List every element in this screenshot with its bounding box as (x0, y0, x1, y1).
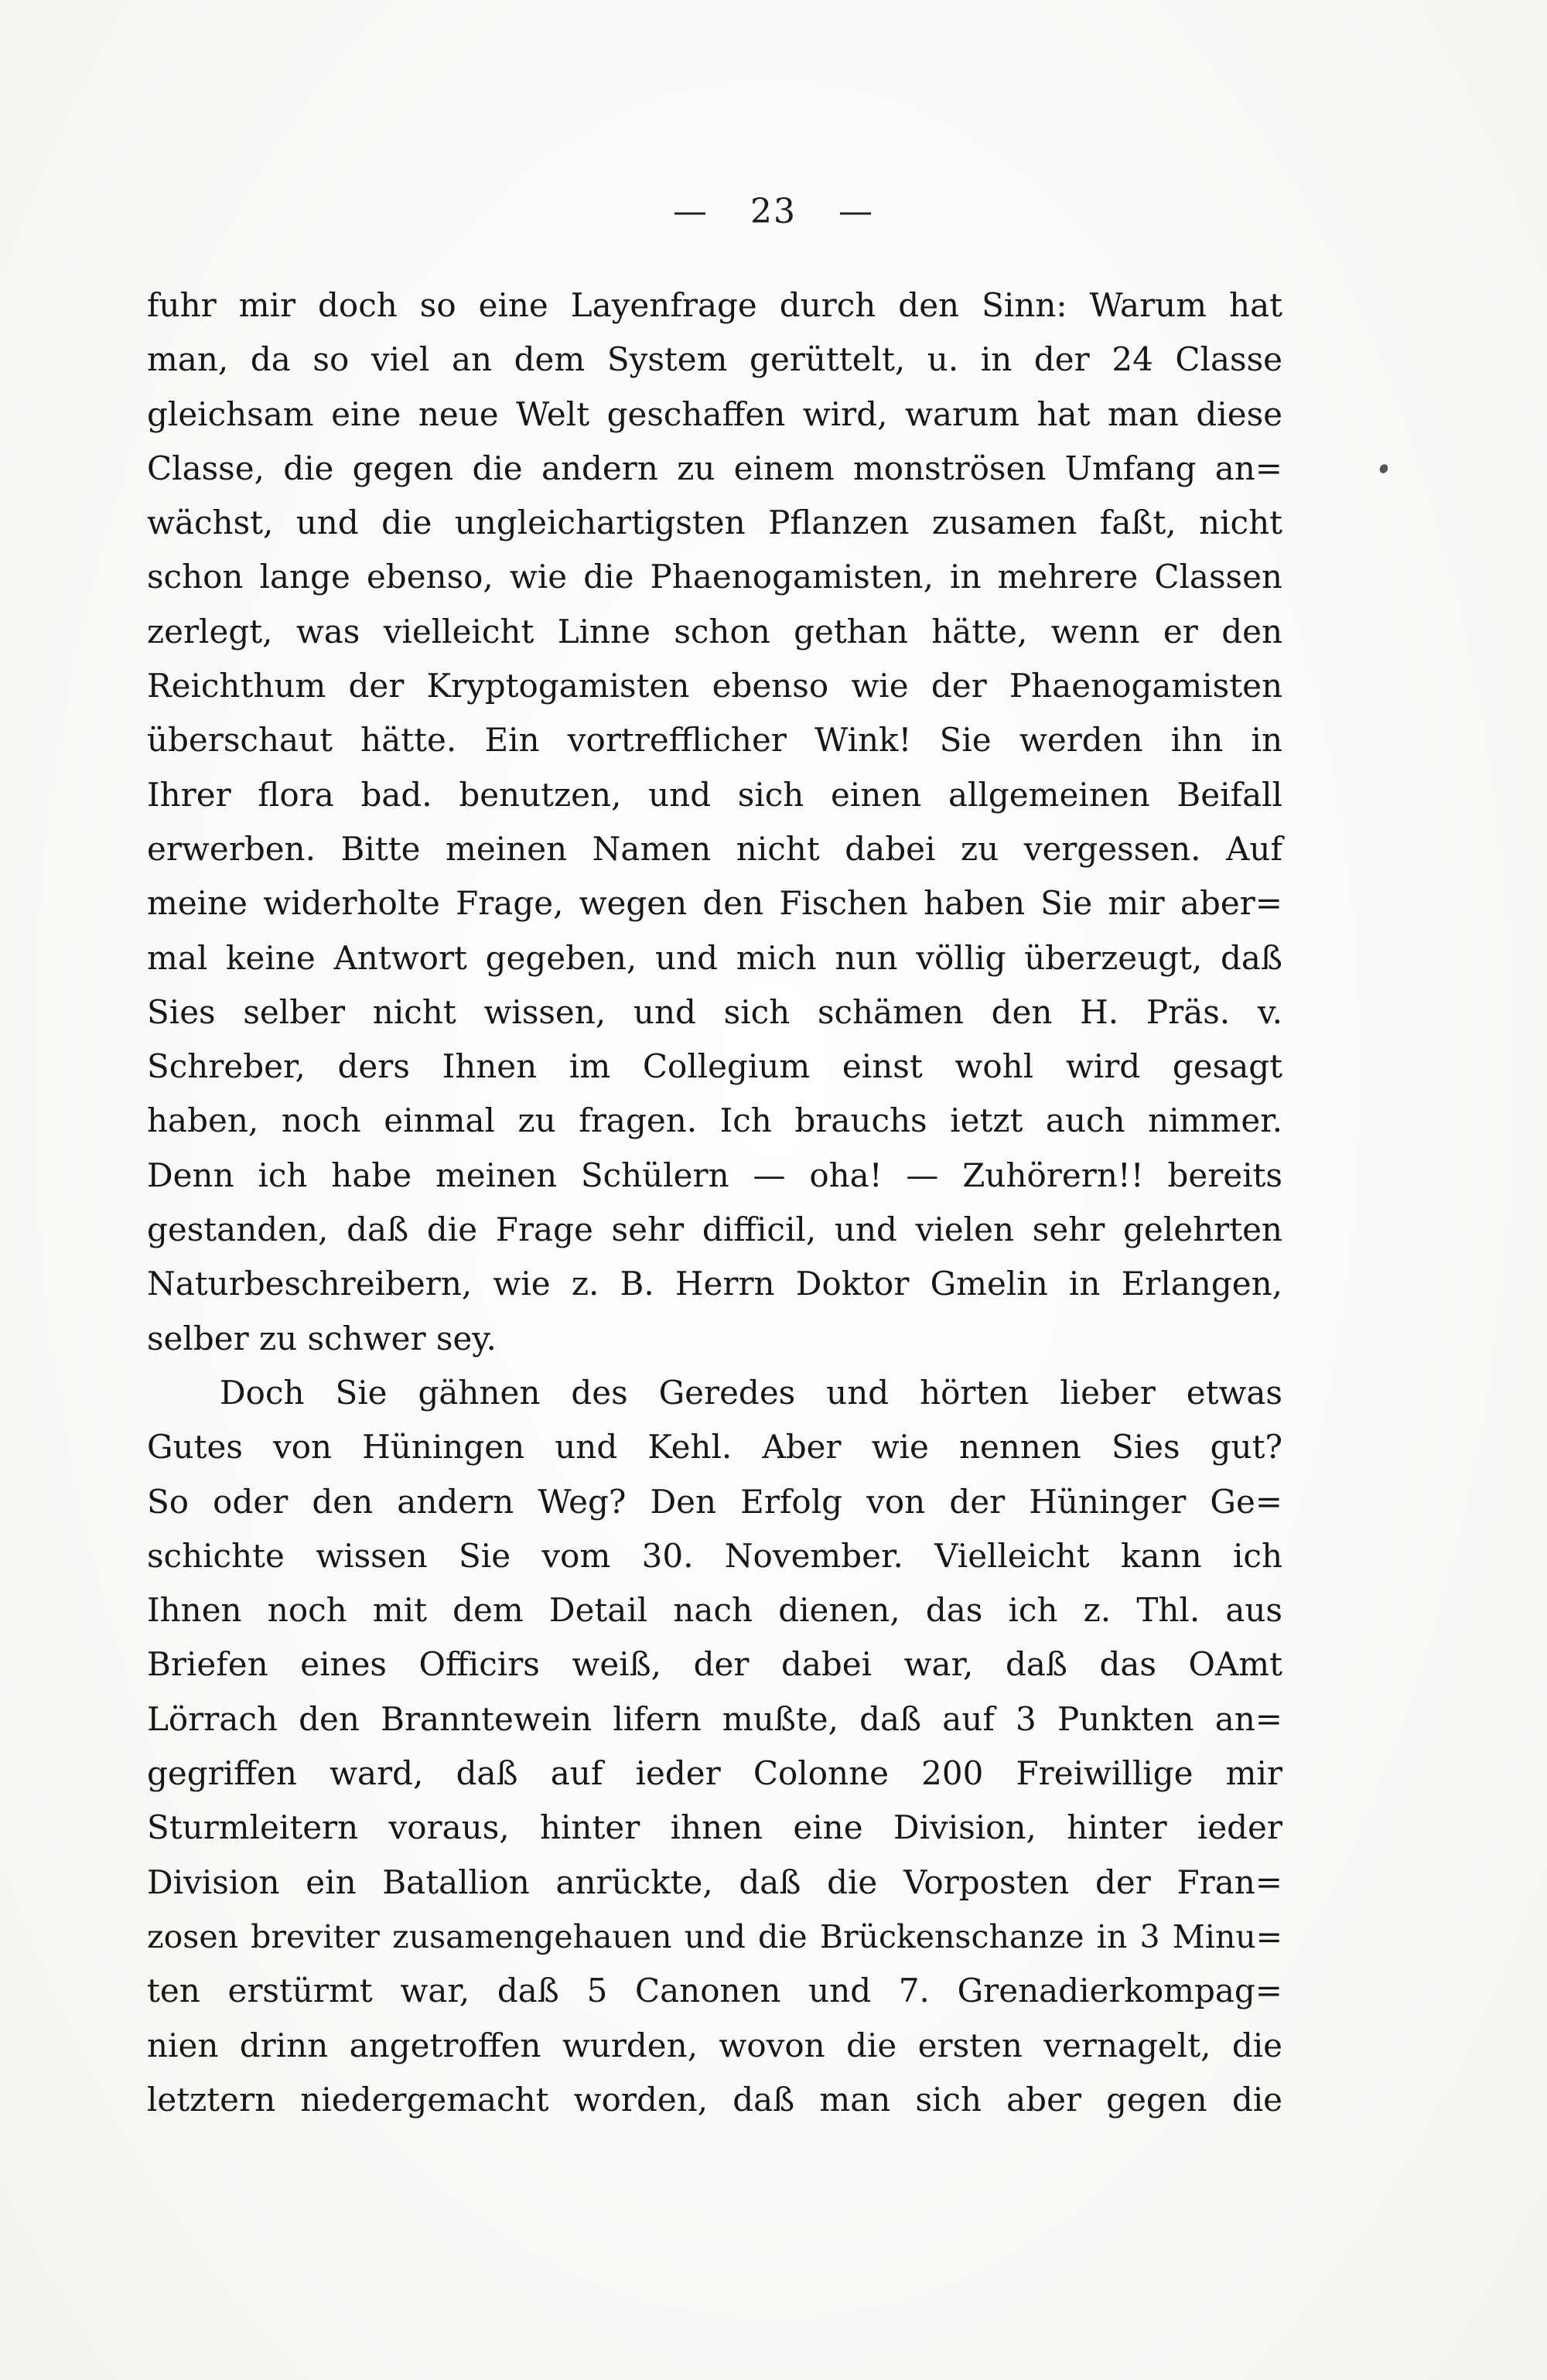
text-line: fuhr mir doch so eine Layenfrage durch den Sinn: Warum hat (147, 286, 1282, 324)
text-line: erwerben. Bitte meinen Namen nicht dabei zu vergessen. Auf (147, 829, 1282, 868)
header-dash-left: — (673, 192, 709, 231)
text-line: So oder den andern Weg? Den Erfolg von der Hüninger Ge= (147, 1482, 1282, 1521)
text-line: Briefen eines Officirs weiß, der dabei war, daß das OAmt (147, 1645, 1282, 1684)
text-line: zosen breviter zusamengehauen und die Brückenschanze in 3 Minu= (147, 1917, 1282, 1955)
text-line: Division ein Batallion anrückte, daß die Vorposten der Fran= (147, 1863, 1282, 1901)
text-line: Reichthum der Kryptogamisten ebenso wie der Phaenogamisten (147, 667, 1282, 705)
text-line: Ihrer flora bad. benutzen, und sich einen allgemeinen Beifall (147, 775, 1282, 814)
text-line: gleichsam eine neue Welt geschaffen wird, warum hat man diese (147, 394, 1282, 433)
text-line: gegriffen ward, daß auf ieder Colonne 200 Freiwillige mir (147, 1754, 1282, 1793)
text-line: man, da so viel an dem System gerüttelt, u. in der 24 Classe (147, 340, 1282, 379)
text-line: Ihnen noch mit dem Detail nach dienen, das ich z. Thl. aus (147, 1591, 1282, 1630)
text-line: letztern niedergemacht worden, daß man sich aber gegen die (147, 2080, 1282, 2119)
paragraph-end-line: selber zu schwer sey. (147, 1319, 497, 1357)
text-line: haben, noch einmal zu fragen. Ich brauchs ietzt auch nimmer. (147, 1101, 1282, 1140)
header-dash-right: — (838, 192, 874, 231)
body-text (147, 278, 1282, 2127)
text-line: überschaut hätte. Ein vortrefflicher Wink! Sie werden ihn in (147, 721, 1282, 760)
text-line: schon lange ebenso, wie die Phaenogamisten, in mehrere Classen (147, 558, 1282, 596)
text-line: mal keine Antwort gegeben, und mich nun völlig überzeugt, daß (147, 938, 1282, 977)
text-line: Lörrach den Branntewein lifern mußte, daß auf 3 Punkten an= (147, 1699, 1282, 1738)
text-line: Sies selber nicht wissen, und sich schämen den H. Präs. v. (147, 992, 1282, 1031)
ink-speck (1378, 463, 1390, 474)
text-line: gestanden, daß die Frage sehr difficil, und vielen sehr gelehrten (147, 1210, 1282, 1249)
text-line: ten erstürmt war, daß 5 Canonen und 7. Grenadierkompag= (147, 1972, 1282, 2010)
paragraph-start-line: Doch Sie gähnen des Geredes und hörten lieber etwas (220, 1373, 1282, 1412)
text-line: meine widerholte Frage, wegen den Fischen haben Sie mir aber= (147, 884, 1282, 923)
text-line: nien drinn angetroffen wurden, wovon die ersten vernagelt, die (147, 2026, 1282, 2064)
text-line: zerlegt, was vielleicht Linne schon gethan hätte, wenn er den (147, 612, 1282, 650)
text-line: wächst, und die ungleichartigsten Pflanzen zusamen faßt, nicht (147, 504, 1282, 542)
text-line: schichte wissen Sie vom 30. November. Vielleicht kann ich (147, 1536, 1282, 1575)
text-line: Naturbeschreibern, wie z. B. Herrn Doktor Gmelin in Erlangen, (147, 1265, 1282, 1303)
text-line: Schreber, ders Ihnen im Collegium einst wohl wird gesagt (147, 1047, 1282, 1086)
page-header (0, 192, 1547, 231)
page-number: 23 (750, 192, 797, 231)
text-line: Sturmleitern voraus, hinter ihnen eine Division, hinter ieder (147, 1808, 1282, 1847)
text-line: Denn ich habe meinen Schülern — oha! — Zuhörern!! bereits (147, 1156, 1282, 1194)
text-line: Gutes von Hüningen und Kehl. Aber wie nennen Sies gut? (147, 1428, 1282, 1467)
text-line: Classe, die gegen die andern zu einem monströsen Umfang an= (147, 449, 1282, 487)
